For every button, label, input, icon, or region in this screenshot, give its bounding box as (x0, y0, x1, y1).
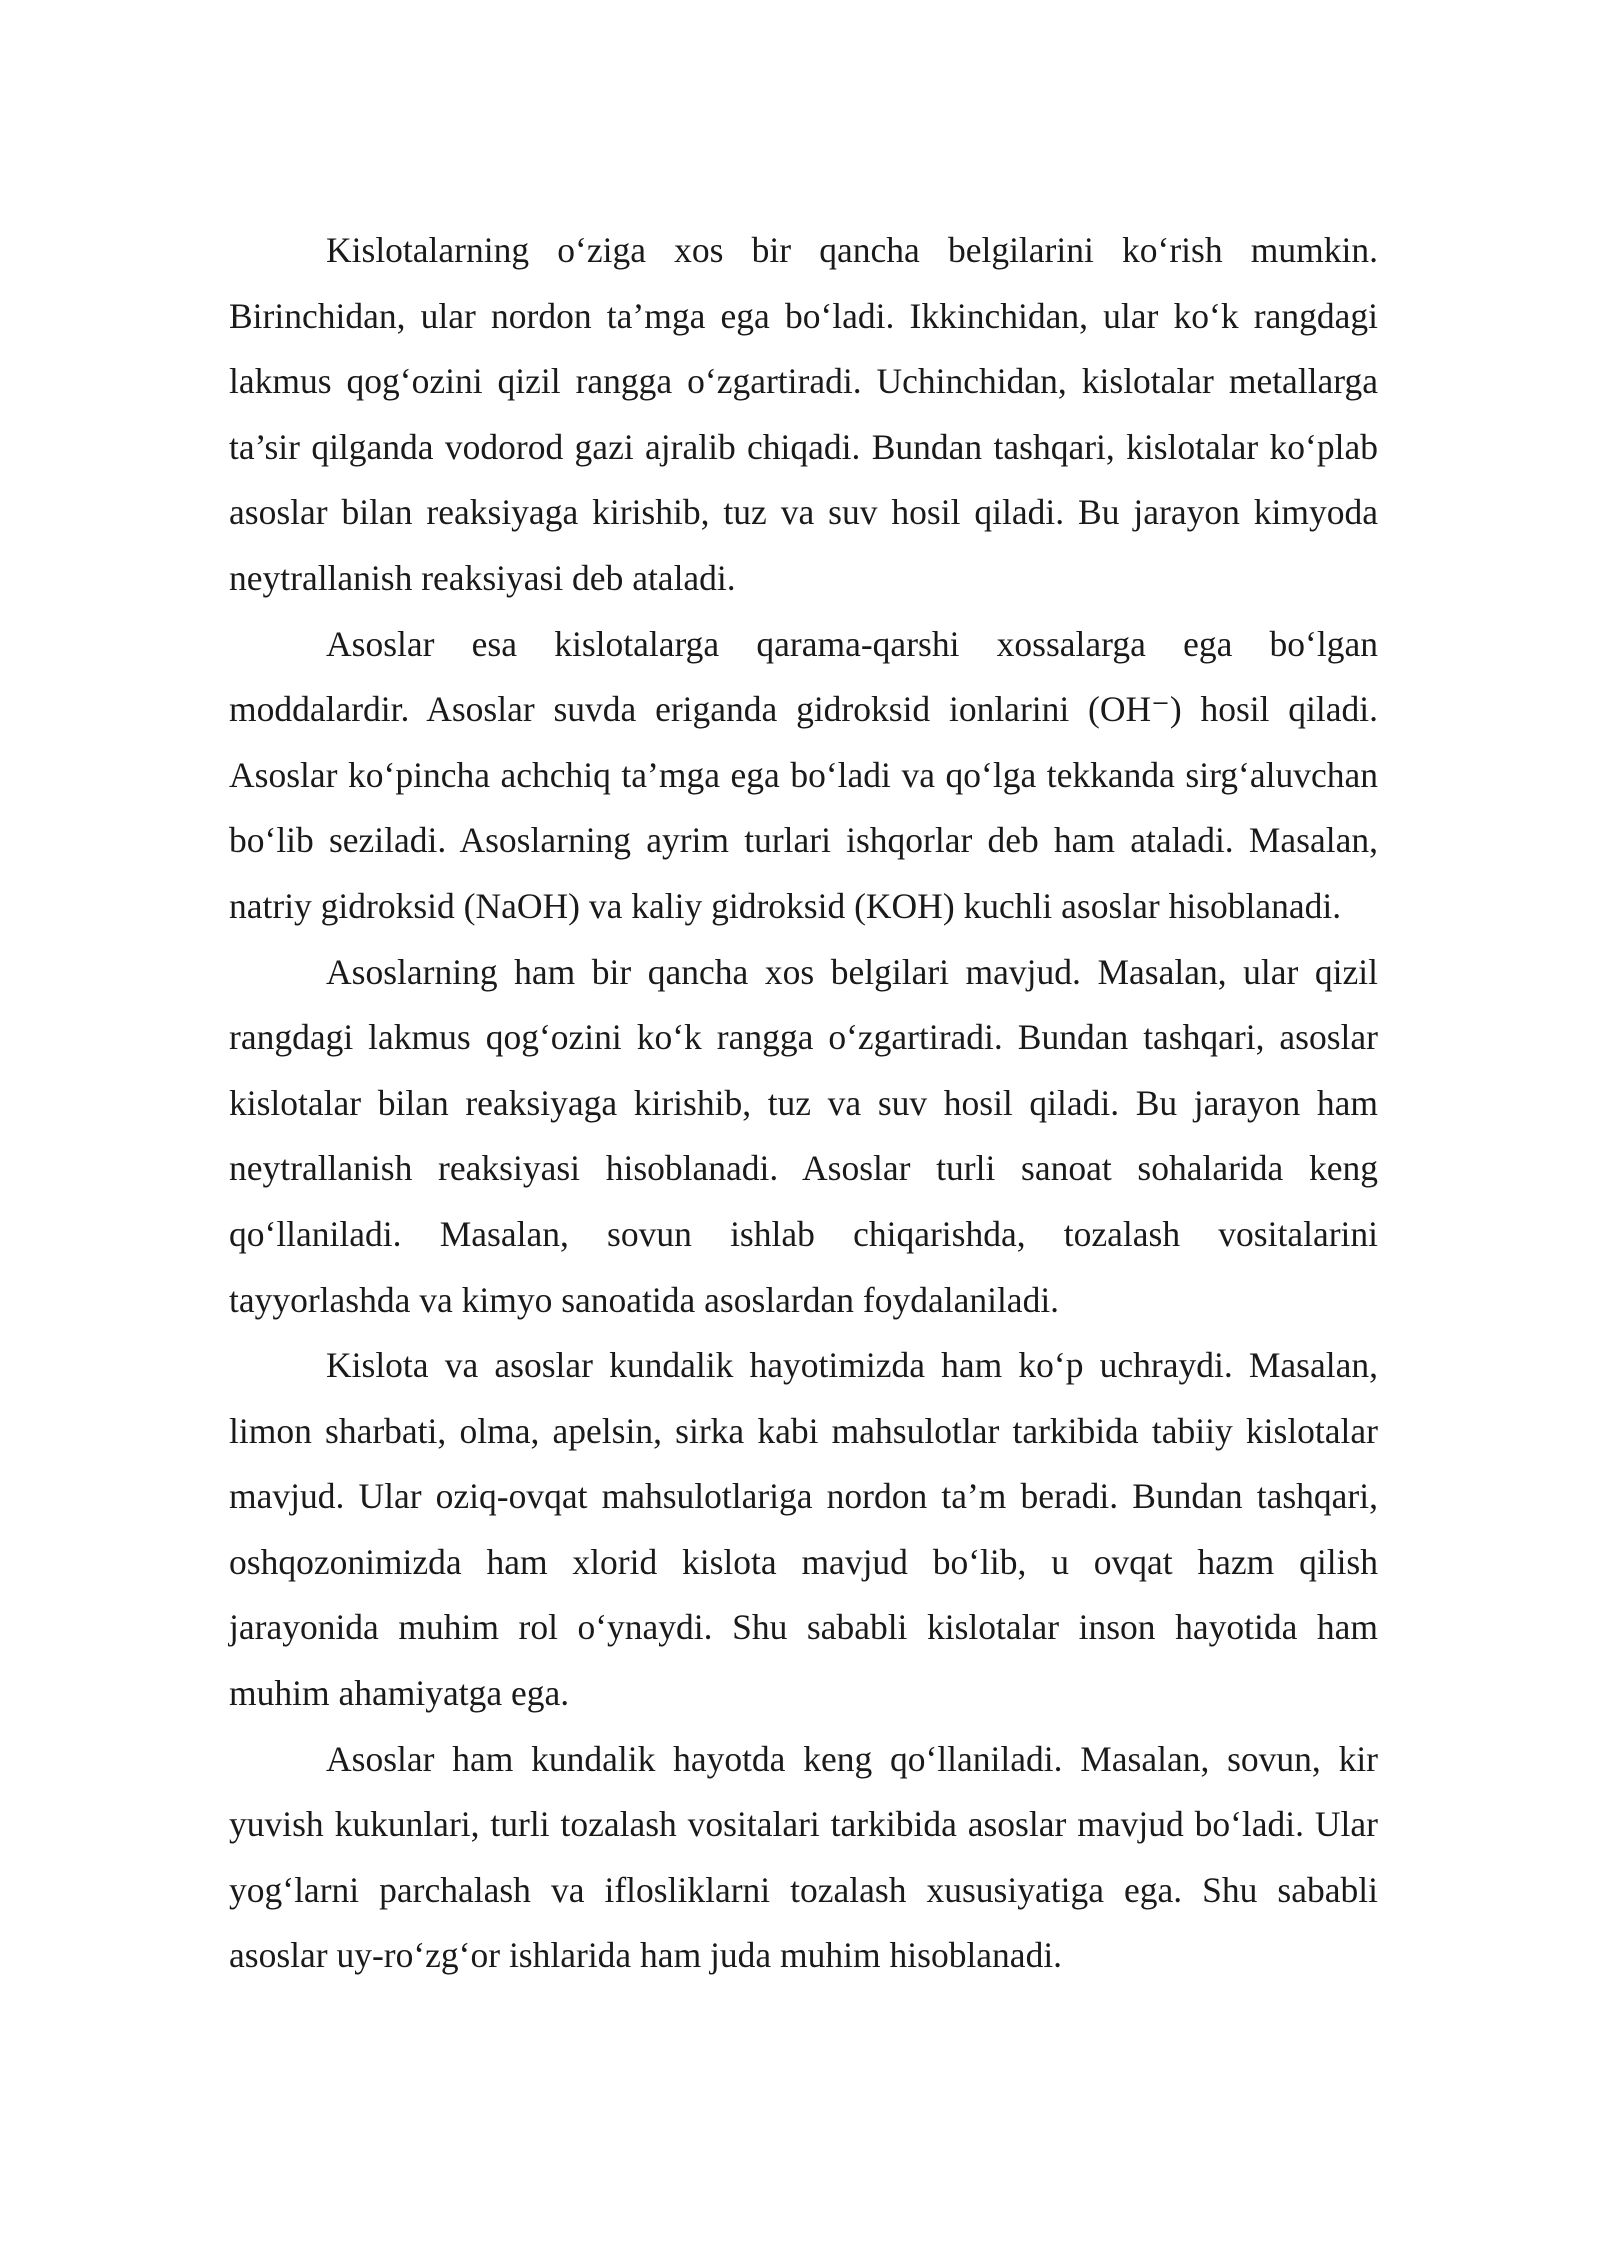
paragraph-acid-properties: Kislotalarning o‘ziga xos bir qancha belgilarini ko‘rish mumkin. Birinchidan, ular nordon ta’mga ega bo‘ladi. Ikkinchidan, ular ko‘k rangdagi lakmus qog‘ozini qizil rangga o‘zgartiradi. Uchinchidan, kislotalar metallarga ta’sir qilganda vodorod gazi ajralib chiqadi. Bundan tashqari, kislotalar ko‘plab asoslar bilan reaksiyaga kirishib, tuz va suv hosil qiladi. Bu jarayon kimyoda neytrallanish reaksiyasi deb ataladi. (229, 230, 1378, 598)
paragraph-bases-properties: Asoslarning ham bir qancha xos belgilari mavjud. Masalan, ular qizil rangdagi lakmus qog‘ozini ko‘k rangga o‘zgartiradi. Bundan tashqari, asoslar kislotalar bilan reaksiyaga kirishib, tuz va suv hosil qiladi. Bu jarayon ham neytrallanish reaksiyasi hisoblanadi. Asoslar turli sanoat sohalarida keng qo‘llaniladi. Masalan, sovun ishlab chiqarishda, tozalash vositalarini tayyorlashda va kimyo sanoatida asoslardan foydalaniladi. (229, 951, 1378, 1320)
paragraph-acids-daily-life: Kislota va asoslar kundalik hayotimizda ham ko‘p uchraydi. Masalan, limon sharbati, olma, apelsin, sirka kabi mahsulotlar tarkibida tabiiy kislotalar mavjud. Ular oziq-ovqat mahsulotlariga nordon ta’m beradi. Bundan tashqari, oshqozonimizda ham xlorid kislota mavjud bo‘lib, u ovqat hazm qilish jarayonida muhim rol o‘ynaydi. Shu sababli kislotalar inson hayotida ham muhim ahamiyatga ega. (229, 1345, 1378, 1714)
paragraph-bases-daily-life: Asoslar ham kundalik hayotda keng qo‘llaniladi. Masalan, sovun, kir yuvish kukunlari, turli tozalash vositalari tarkibida asoslar mavjud bo‘ladi. Ular yog‘larni parchalash va iflosliklarni tozalash xususiyatiga ega. Shu sababli asoslar uy-ro‘zg‘or ishlarida ham juda muhim hisoblanadi. (229, 1738, 1378, 1976)
document-body (229, 218, 1378, 1989)
paragraph-bases-definition: Asoslar esa kislotalarga qarama-qarshi xossalarga ega bo‘lgan moddalardir. Asoslar suvda eriganda gidroksid ionlarini (OH⁻) hosil qiladi. Asoslar ko‘pincha achchiq ta’mga ega bo‘ladi va qo‘lga tekkanda sirg‘aluvchan bo‘lib seziladi. Asoslarning ayrim turlari ishqorlar deb ham ataladi. Masalan, natriy gidroksid (NaOH) va kaliy gidroksid (KOH) kuchli asoslar hisoblanadi. (229, 623, 1378, 926)
